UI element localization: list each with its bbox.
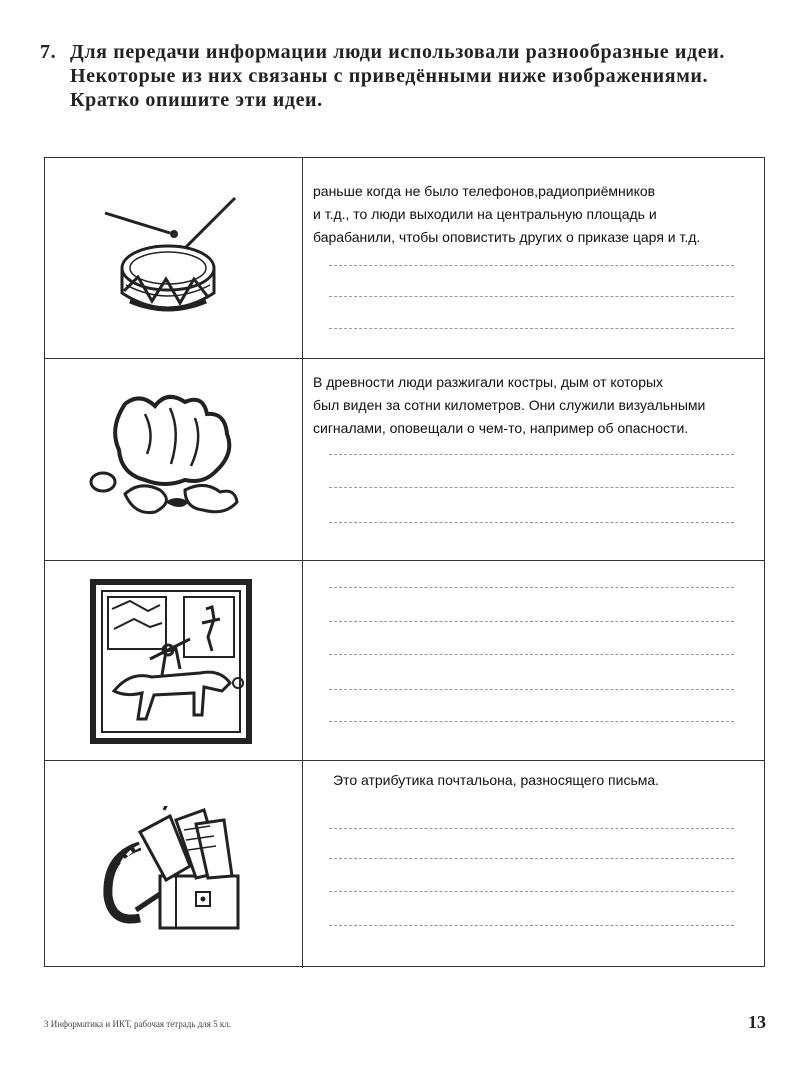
answer-cell	[303, 761, 764, 968]
image-cell	[45, 761, 303, 968]
answer-text	[313, 371, 764, 440]
table-row	[45, 359, 764, 561]
answer-rule[interactable]	[329, 721, 734, 722]
answer-rule[interactable]	[329, 828, 734, 829]
answer-rule[interactable]	[329, 621, 734, 622]
image-cell	[45, 561, 303, 760]
task-line-3: Кратко опишите эти идеи.	[70, 89, 323, 111]
answer-text	[333, 769, 764, 792]
answer-line: барабанили, чтобы оповистить других о приказе царя и т.д.	[313, 229, 701, 245]
task-number: 7.	[40, 41, 57, 63]
answer-rule[interactable]	[329, 265, 734, 266]
bonfire-icon	[85, 384, 255, 519]
drum-icon	[100, 193, 250, 323]
table-row	[45, 761, 764, 968]
table-row	[45, 561, 764, 761]
answer-rule[interactable]	[329, 522, 734, 523]
answer-rule[interactable]	[329, 654, 734, 655]
answer-rule[interactable]	[329, 454, 734, 455]
answer-rule[interactable]	[329, 858, 734, 859]
answer-rule[interactable]	[329, 587, 734, 588]
answer-line: В древности люди разжигали костры, дым от которых	[313, 374, 664, 390]
task-line-1: Для передачи информации люди использовали разнообразные идеи.	[70, 41, 725, 63]
answer-table	[44, 157, 765, 967]
answer-cell	[303, 158, 764, 358]
answer-cell	[303, 561, 764, 760]
answer-rule[interactable]	[329, 296, 734, 297]
answer-line: сигналами, оповещали о чем-то, например об опасности.	[313, 420, 689, 436]
image-cell	[45, 158, 303, 358]
answer-text	[313, 180, 764, 249]
answer-rule[interactable]	[329, 925, 734, 926]
task-line-2: Некоторые из них связаны с приведёнными ниже изображениями.	[70, 65, 709, 87]
image-cell	[45, 359, 303, 560]
answer-cell	[303, 359, 764, 560]
answer-rule[interactable]	[329, 689, 734, 690]
task-statement	[40, 40, 770, 112]
table-row	[45, 158, 764, 359]
answer-rule[interactable]	[329, 487, 734, 488]
answer-rule[interactable]	[329, 328, 734, 329]
answer-line: и т.д., то люди выходили на центральную площадь и	[313, 206, 657, 222]
answer-line: был виден за сотни километров. Они служили визуальными	[313, 397, 706, 413]
answer-rule[interactable]	[329, 891, 734, 892]
answer-line: Это атрибутика почтальона, разносящего письма.	[333, 772, 660, 788]
postman-bag-icon	[100, 806, 250, 936]
answer-line: раньше когда не было телефонов,радиоприёмников	[313, 183, 656, 199]
footer-source: 3 Информатика и ИКТ, рабочая тетрадь для 5 кл.	[44, 1019, 232, 1029]
page-number: 13	[748, 1012, 766, 1032]
horse-rider-stamp-icon	[90, 579, 252, 744]
